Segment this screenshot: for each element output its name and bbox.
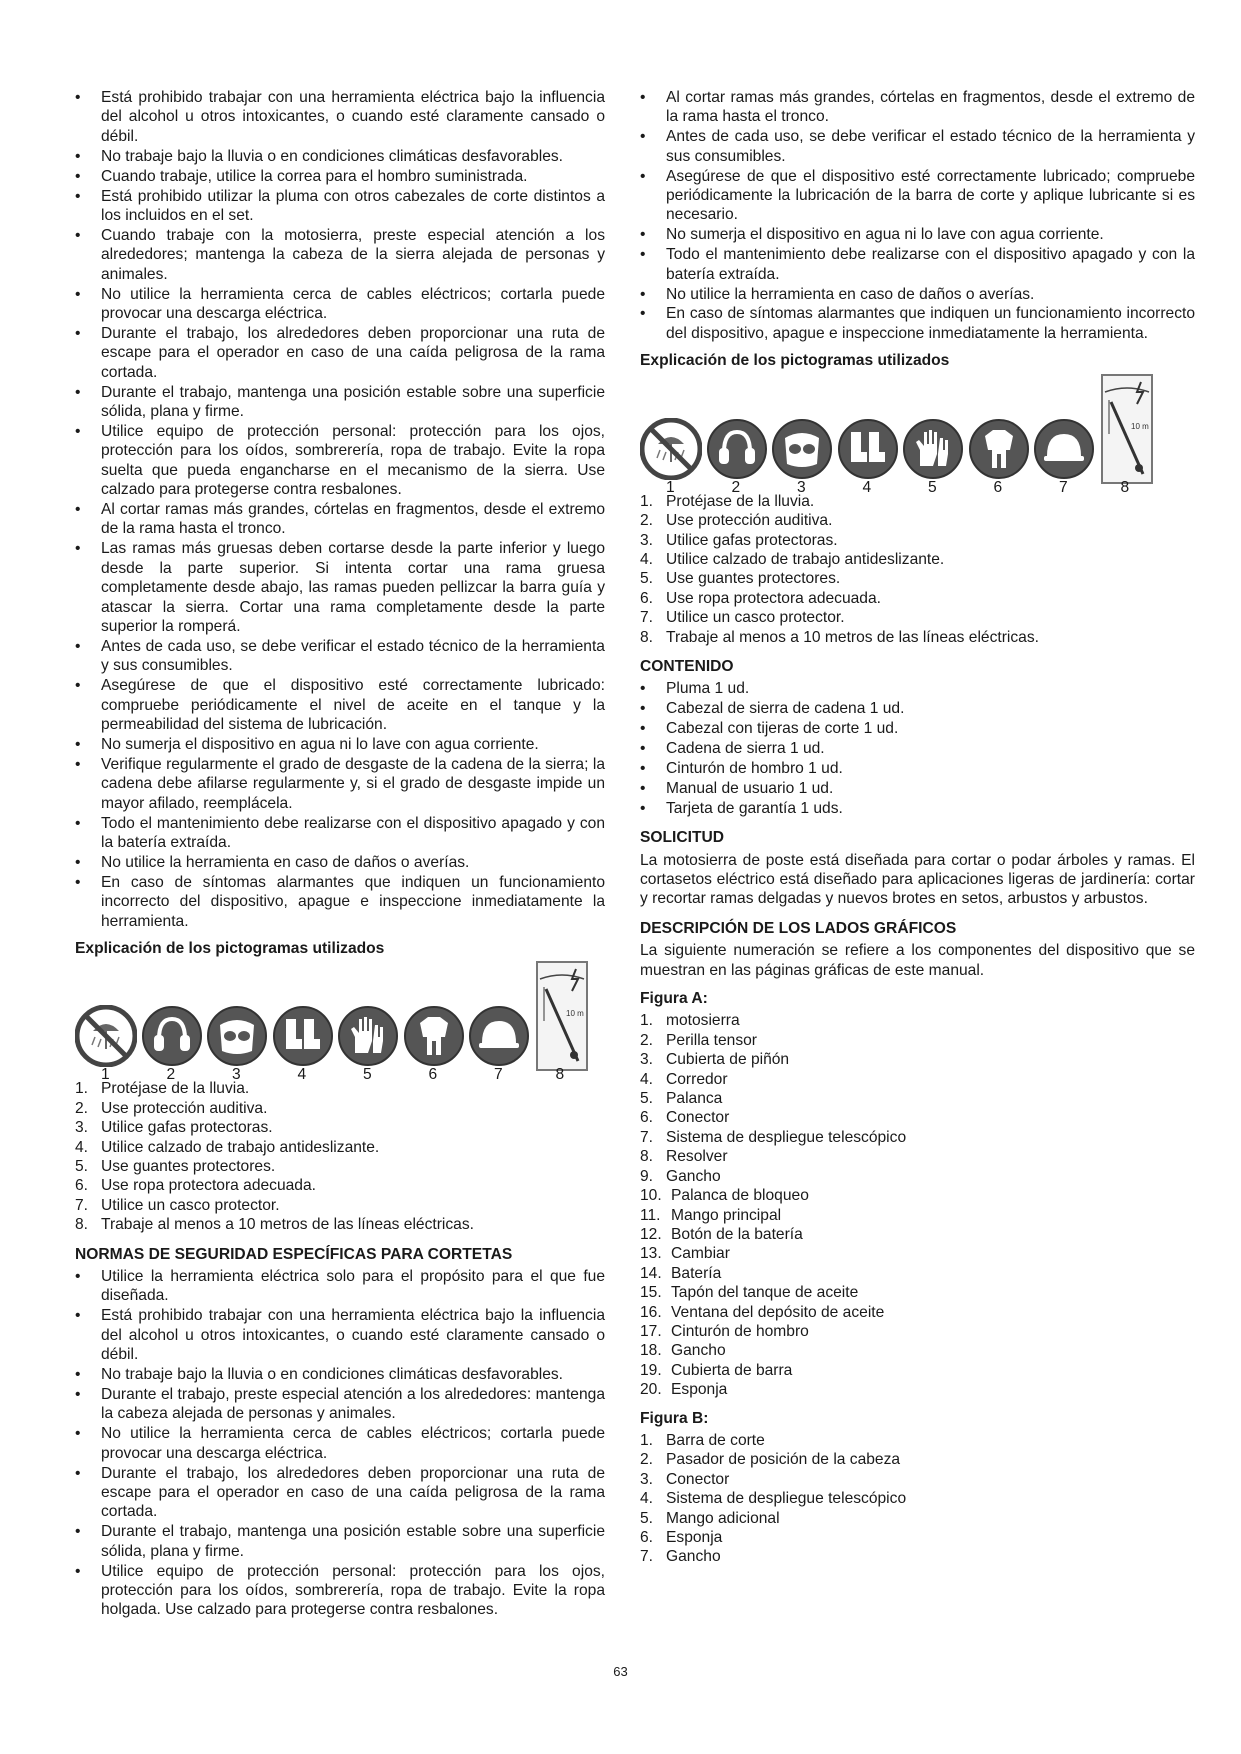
item-text: Cinturón de hombro	[671, 1322, 809, 1340]
distance-label: 10 m	[1130, 421, 1149, 431]
safety-bullet-list	[75, 88, 605, 931]
bullet-item: • Al cortar ramas más grandes, córtelas en fragmentos, desde el extremo de la rama hasta el tronco.	[640, 88, 1195, 127]
item-text: Pasador de posición de la cabeza	[666, 1451, 901, 1469]
pictogram-number: 2	[166, 1066, 176, 1084]
numbered-item	[75, 1099, 605, 1118]
item-number: 2.	[640, 1031, 654, 1049]
item-text: Batería	[671, 1264, 722, 1282]
item-text: Esponja	[671, 1381, 728, 1399]
item-text: Gancho	[666, 1548, 721, 1566]
numbered-item	[640, 569, 1195, 588]
item-number: 16.	[640, 1303, 662, 1321]
pictogram-number: 4	[297, 1066, 307, 1084]
item-text: Use ropa protectora adecuada.	[101, 1177, 316, 1195]
numbered-item	[640, 628, 1195, 647]
pictogram-strip	[75, 961, 605, 1084]
item-number: 20.	[640, 1381, 662, 1399]
numbered-item	[640, 550, 1195, 569]
item-text: Mango adicional	[666, 1509, 780, 1527]
numbered-item	[640, 1341, 1195, 1360]
numbered-item	[640, 1283, 1195, 1302]
item-number: 3.	[75, 1119, 89, 1137]
protective-clothing-icon	[968, 418, 1030, 480]
bullet-item: • Cuando trabaje, utilice la correa para el hombro suministrada.	[75, 167, 605, 186]
item-text: Perilla tensor	[666, 1031, 758, 1049]
item-number: 15.	[640, 1284, 662, 1302]
bullet-item: • Cuando trabaje con la motosierra, preste especial atención a los alrededores; mantenga la cabeza de la sierra alejada de personas y animales.	[75, 226, 605, 284]
bullet-item: • Cabezal con tijeras de corte 1 ud.	[640, 719, 1195, 738]
numbered-item	[640, 1509, 1195, 1528]
item-text: Cambiar	[671, 1245, 730, 1263]
numbered-item	[75, 1215, 605, 1234]
protective-clothing-icon	[403, 1005, 465, 1067]
figura-b-parts-list	[640, 1431, 1195, 1567]
bullet-item: • Cabezal de sierra de cadena 1 ud.	[640, 699, 1195, 718]
distance-label: 10 m	[565, 1009, 584, 1019]
item-text: Sistema de despliegue telescópico	[666, 1128, 907, 1146]
pictogram-legend-list	[640, 492, 1195, 647]
item-number: 2.	[640, 512, 654, 530]
item-number: 1.	[75, 1080, 89, 1098]
numbered-item	[640, 1303, 1195, 1322]
solicitud-text: La motosierra de poste está diseñada para cortar o podar árboles y ramas. El cortasetos eléctrico está diseñado para aplicaciones ligeras de jardinería: cortar y recortar ramas delgadas y nuevos brotes en setos, arbustos y arbustos.	[640, 851, 1195, 908]
bullet-item: • Durante el trabajo, mantenga una posición estable sobre una superficie sólida, plana y firme.	[75, 1522, 605, 1561]
item-number: 8.	[640, 628, 654, 646]
item-number: 1.	[640, 1012, 654, 1030]
bullet-item: • Antes de cada uso, se debe verificar el estado técnico de la herramienta y sus consumibles.	[75, 637, 605, 676]
item-text: Gancho	[666, 1167, 721, 1185]
item-text: Utilice calzado de trabajo antideslizante.	[666, 550, 945, 568]
pictograms-heading: Explicación de los pictogramas utilizados	[640, 352, 950, 370]
contents-list	[640, 679, 1195, 818]
numbered-item	[640, 1089, 1195, 1108]
item-number: 6.	[75, 1177, 89, 1195]
numbered-item	[640, 1031, 1195, 1050]
numbered-item	[640, 1050, 1195, 1069]
bullet-item: • Las ramas más gruesas deben cortarse desde la parte inferior y luego desde la parte superior. Si intenta cortar una rama gruesa completamente desde abajo, las ramas pueden pellizcar la barra guía y atascar la sierra. Cortar una rama completamente desde la parte superior la romperá.	[75, 539, 605, 636]
bullet-item: • Verifique regularmente el grado de desgaste de la cadena de la sierra; la cadena debe afilarse regularmente y, si el grado de desgaste impide un mayor afilado, reemplácela.	[75, 755, 605, 813]
safety-boots-icon	[272, 1005, 334, 1067]
bullet-item: • No trabaje bajo la lluvia o en condiciones climáticas desfavorables.	[75, 1365, 605, 1384]
item-number: 10.	[640, 1187, 662, 1205]
numbered-item	[640, 1011, 1195, 1030]
pictogram-number: 7	[1059, 478, 1068, 496]
bullet-item: • No utilice la herramienta en caso de daños o averías.	[640, 285, 1195, 304]
bullet-item: • Al cortar ramas más grandes, córtelas en fragmentos, desde el extremo de la rama hasta el tronco.	[75, 500, 605, 539]
pictogram-number: 5	[928, 478, 937, 496]
pictogram-number: 2	[731, 478, 741, 496]
item-text: Palanca	[666, 1090, 723, 1108]
item-text: Esponja	[666, 1529, 723, 1546]
bullet-item: • Tarjeta de garantía 1 uds.	[640, 799, 1195, 818]
page-number: 63	[613, 1664, 628, 1679]
pictogram-row	[75, 1005, 534, 1067]
item-number: 4.	[640, 550, 654, 568]
pictogram-number: 6	[428, 1066, 438, 1084]
numbered-item	[640, 1380, 1195, 1399]
bullet-item: • No trabaje bajo la lluvia o en condiciones climáticas desfavorables.	[75, 147, 605, 166]
item-text: Conector	[666, 1470, 730, 1488]
numbered-item	[640, 1489, 1195, 1508]
bullet-item: • Todo el mantenimiento debe realizarse con el dispositivo apagado y con la batería extraída.	[75, 814, 605, 853]
numbered-item	[640, 1206, 1195, 1225]
bullet-item: • Durante el trabajo, preste especial atención a los alrededores: mantenga la cabeza alejada de personas y animales.	[75, 1385, 605, 1424]
item-text: Cubierta de barra	[671, 1361, 793, 1379]
numbered-item	[640, 1547, 1195, 1566]
numbered-item	[75, 1176, 605, 1195]
power-lines-distance-icon	[536, 961, 588, 1071]
pictogram-numbers	[75, 1065, 605, 1085]
item-number: 7.	[640, 1128, 654, 1146]
safety-boots-icon	[837, 418, 899, 480]
contenido-heading: CONTENIDO	[640, 657, 734, 675]
item-number: 3.	[640, 1051, 654, 1069]
hedge-safety-heading: NORMAS DE SEGURIDAD ESPECÍFICAS PARA CORTETAS	[75, 1245, 513, 1263]
bullet-item: • Cadena de sierra 1 ud.	[640, 739, 1195, 758]
figura-a-parts-list	[640, 1011, 1195, 1399]
hedge-safety-bullet-list	[75, 1267, 605, 1620]
pictogram-row	[640, 418, 1099, 480]
item-text: Utilice gafas protectoras.	[101, 1119, 273, 1137]
bullet-item: • Pluma 1 ud.	[640, 679, 1195, 698]
numbered-item	[75, 1118, 605, 1137]
safety-bullet-list	[640, 88, 1195, 343]
item-number: 11.	[640, 1206, 661, 1224]
protective-gloves-icon	[902, 418, 964, 480]
no-rain-icon	[640, 418, 702, 480]
item-text: Corredor	[666, 1070, 728, 1088]
bullet-item: • Utilice equipo de protección personal: protección para los ojos, protección para los oídos, sombrerería, ropa de trabajo. Evite la ropa holgada. Use calzado para protegerse contra resbalones.	[75, 1562, 605, 1620]
item-text: Trabaje al menos a 10 metros de las líneas eléctricas.	[101, 1216, 474, 1234]
item-text: motosierra	[666, 1012, 740, 1030]
bullet-item: • Está prohibido utilizar la pluma con otros cabezales de corte distintos a los incluidos en el set.	[75, 187, 605, 226]
item-text: Resolver	[666, 1148, 728, 1166]
ear-protection-icon	[706, 418, 768, 480]
item-number: 9.	[640, 1167, 654, 1185]
item-number: 3.	[640, 531, 654, 549]
bullet-item: • Durante el trabajo, los alrededores deben proporcionar una ruta de escape para el operador en caso de una caída peligrosa de la rama cortada.	[75, 1464, 605, 1522]
figura-b-heading: Figura B:	[640, 1409, 709, 1427]
helmet-icon	[468, 1005, 530, 1067]
numbered-item	[640, 1244, 1195, 1263]
item-text: Use protección auditiva.	[666, 512, 833, 530]
item-text: Conector	[666, 1109, 730, 1127]
item-number: 14.	[640, 1264, 662, 1282]
item-text: Cubierta de piñón	[666, 1051, 790, 1069]
bullet-item: • Está prohibido trabajar con una herramienta eléctrica bajo la influencia del alcohol u otros intoxicantes, o cuando esté claramente cansado o débil.	[75, 1306, 605, 1364]
bullet-item: • En caso de síntomas alarmantes que indiquen un funcionamiento incorrecto del dispositivo, apague e inspeccione inmediatamente la herramienta.	[75, 873, 605, 931]
item-text: Utilice gafas protectoras.	[666, 531, 838, 549]
bullet-item: • Utilice la herramienta eléctrica solo para el propósito para el que fue diseñada.	[75, 1267, 605, 1306]
bullet-item: • Durante el trabajo, los alrededores deben proporcionar una ruta de escape para el operador en caso de una caída peligrosa de la rama cortada.	[75, 324, 605, 382]
numbered-item	[640, 1128, 1195, 1147]
item-number: 6.	[640, 589, 654, 607]
bullet-item: • Manual de usuario 1 ud.	[640, 779, 1195, 798]
item-text: Palanca de bloqueo	[671, 1187, 809, 1205]
item-number: 8.	[75, 1216, 89, 1234]
item-number: 3.	[640, 1470, 654, 1488]
numbered-item	[640, 511, 1195, 530]
pictogram-number: 1	[101, 1066, 110, 1084]
item-text: Utilice un casco protector.	[101, 1196, 280, 1214]
numbered-item	[640, 608, 1195, 627]
bullet-item: • Antes de cada uso, se debe verificar el estado técnico de la herramienta y sus consumibles.	[640, 127, 1195, 166]
item-text: Protéjase de la lluvia.	[666, 492, 815, 510]
item-number: 5.	[640, 570, 654, 588]
item-text: Trabaje al menos a 10 metros de las líneas eléctricas.	[666, 628, 1039, 646]
bullet-item: • Todo el mantenimiento debe realizarse con el dispositivo apagado y con la batería extraída.	[640, 245, 1195, 284]
pictogram-number: 1	[666, 478, 675, 496]
item-text: Ventana del depósito de aceite	[671, 1303, 885, 1321]
pictogram-number: 6	[993, 478, 1003, 496]
item-number: 4.	[75, 1138, 89, 1156]
item-number: 4.	[640, 1070, 654, 1088]
item-number: 8.	[640, 1148, 654, 1166]
pictogram-number: 4	[862, 478, 872, 496]
item-number: 2.	[640, 1451, 654, 1469]
item-number: 12.	[640, 1225, 662, 1243]
descripcion-text: La siguiente numeración se refiere a los componentes del dispositivo que se muestran en las páginas gráficas de este manual.	[640, 942, 1195, 979]
numbered-item	[640, 1186, 1195, 1205]
item-text: Tapón del tanque de aceite	[671, 1284, 859, 1302]
numbered-item	[640, 1147, 1195, 1166]
item-number: 5.	[640, 1090, 654, 1108]
safety-goggles-icon	[206, 1005, 268, 1067]
item-text: Barra de corte	[666, 1431, 765, 1449]
numbered-item	[640, 1528, 1195, 1547]
bullet-item: • Asegúrese de que el dispositivo esté correctamente lubricado: compruebe periódicamente el nivel de aceite en el tanque y la permeabilidad del sistema de lubricación.	[75, 676, 605, 734]
descripcion-heading: DESCRIPCIÓN DE LOS LADOS GRÁFICOS	[640, 919, 957, 937]
bullet-item: • Utilice equipo de protección personal: protección para los ojos, protección para los oídos, sombrerería, ropa de trabajo. Evite la ropa suelta que pueda engancharse en el mecanismo de la sierra. Use calzado para protegerse contra resbalones.	[75, 422, 605, 500]
item-text: Sistema de despliegue telescópico	[666, 1490, 907, 1508]
numbered-item	[640, 1108, 1195, 1127]
pictogram-number: 7	[494, 1066, 503, 1084]
item-text: Use guantes protectores.	[666, 570, 841, 588]
numbered-item	[640, 1264, 1195, 1283]
numbered-item	[75, 1138, 605, 1157]
pictogram-legend-list	[75, 1079, 605, 1234]
item-number: 1.	[640, 1431, 654, 1449]
item-text: Utilice calzado de trabajo antideslizante.	[101, 1138, 380, 1156]
pictogram-strip	[640, 374, 1195, 496]
numbered-item	[640, 1322, 1195, 1341]
bullet-item: • Está prohibido trabajar con una herramienta eléctrica bajo la influencia del alcohol u otros intoxicantes, o cuando esté claramente cansado o débil.	[75, 88, 605, 146]
item-number: 5.	[640, 1509, 654, 1527]
item-number: 7.	[75, 1196, 89, 1214]
right-column	[640, 88, 1195, 1567]
safety-goggles-icon	[771, 418, 833, 480]
item-number: 6.	[640, 1109, 654, 1127]
bullet-item: • No utilice la herramienta cerca de cables eléctricos; cortarla puede provocar una descarga eléctrica.	[75, 285, 605, 324]
item-number: 1.	[640, 492, 654, 510]
numbered-item	[640, 1361, 1195, 1380]
item-text: Use ropa protectora adecuada.	[666, 589, 881, 607]
item-number: 5.	[75, 1158, 89, 1175]
item-number: 7.	[640, 609, 654, 627]
ear-protection-icon	[141, 1005, 203, 1067]
helmet-icon	[1033, 418, 1095, 480]
numbered-item	[640, 1070, 1195, 1089]
numbered-item	[75, 1196, 605, 1215]
item-number: 6.	[640, 1529, 654, 1546]
protective-gloves-icon	[337, 1005, 399, 1067]
no-rain-icon	[75, 1005, 137, 1067]
pictogram-number: 3	[232, 1066, 241, 1084]
bullet-item: • No utilice la herramienta cerca de cables eléctricos; cortarla puede provocar una descarga eléctrica.	[75, 1424, 605, 1463]
item-text: Botón de la batería	[671, 1225, 803, 1243]
pictograms-heading: Explicación de los pictogramas utilizados	[75, 939, 385, 957]
pictogram-number: 5	[363, 1066, 372, 1084]
numbered-item	[75, 1157, 605, 1176]
item-text: Utilice un casco protector.	[666, 609, 845, 627]
numbered-item	[640, 589, 1195, 608]
bullet-item: • No sumerja el dispositivo en agua ni lo lave con agua corriente.	[75, 735, 605, 754]
item-text: Mango principal	[671, 1206, 782, 1224]
pictogram-number: 8	[555, 1066, 565, 1084]
item-number: 18.	[640, 1342, 662, 1360]
item-number: 4.	[640, 1490, 654, 1508]
pictogram-number: 3	[797, 478, 806, 496]
item-number: 2.	[75, 1099, 89, 1117]
numbered-item	[640, 1431, 1195, 1450]
item-number: 17.	[640, 1322, 662, 1340]
bullet-item: • No sumerja el dispositivo en agua ni lo lave con agua corriente.	[640, 225, 1195, 244]
left-column	[75, 88, 605, 1620]
pictogram-numbers	[640, 478, 1195, 498]
numbered-item	[640, 1225, 1195, 1244]
bullet-item: • Cinturón de hombro 1 ud.	[640, 759, 1195, 778]
item-text: Use protección auditiva.	[101, 1099, 268, 1117]
numbered-item	[640, 1450, 1195, 1469]
power-lines-distance-icon	[1101, 374, 1153, 484]
numbered-item	[640, 1167, 1195, 1186]
bullet-item: • En caso de síntomas alarmantes que indiquen un funcionamiento incorrecto del dispositivo, apague e inspeccione inmediatamente la herramienta.	[640, 304, 1195, 343]
item-text: Use guantes protectores.	[101, 1158, 276, 1175]
item-number: 7.	[640, 1548, 654, 1566]
item-text: Gancho	[671, 1342, 726, 1360]
item-text: Protéjase de la lluvia.	[101, 1080, 250, 1098]
bullet-item: • No utilice la herramienta en caso de daños o averías.	[75, 853, 605, 872]
item-number: 19.	[640, 1361, 662, 1379]
item-number: 13.	[640, 1245, 662, 1263]
figura-a-heading: Figura A:	[640, 990, 708, 1008]
pictogram-number: 8	[1120, 478, 1130, 496]
numbered-item	[640, 1470, 1195, 1489]
bullet-item: • Durante el trabajo, mantenga una posición estable sobre una superficie sólida, plana y firme.	[75, 383, 605, 422]
numbered-item	[640, 531, 1195, 550]
solicitud-heading: SOLICITUD	[640, 829, 725, 847]
bullet-item: • Asegúrese de que el dispositivo esté correctamente lubricado; compruebe periódicamente la lubricación de la barra de corte y aplique lubricante si es necesario.	[640, 167, 1195, 225]
